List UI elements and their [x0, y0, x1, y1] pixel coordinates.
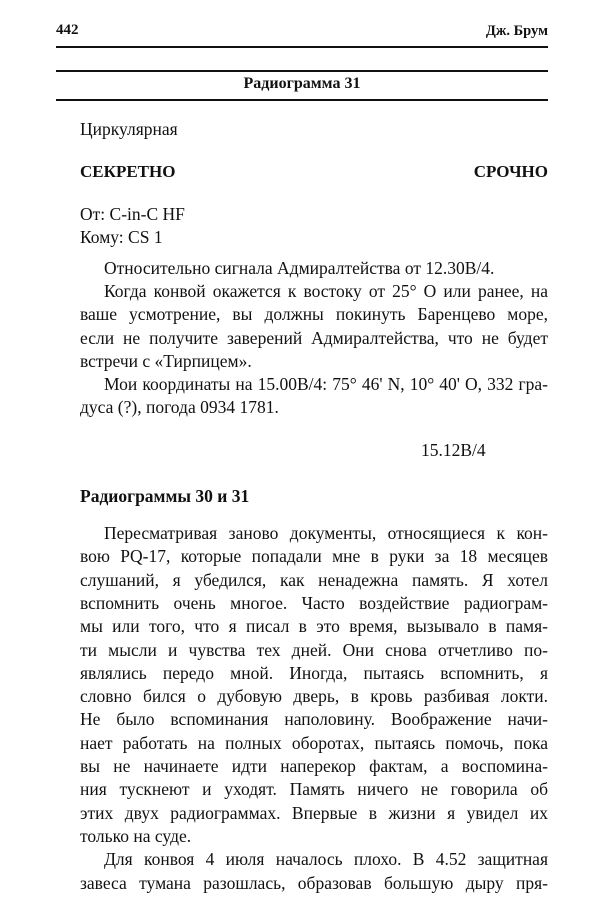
title-rule-bottom	[56, 99, 548, 101]
text-line: Мои координаты на 15.00B/4: 75° 46' N, 10° 40' О, 332 гра-	[104, 374, 548, 394]
text-line: ния тускнеют и уходят. Память ничего не говорила об	[80, 779, 548, 800]
page-number: 442	[56, 22, 79, 38]
text-line: ти мысли и чувства тех дней. Они снова отчетливо по-	[80, 639, 548, 660]
text-line: встречи с «Тирпицем».	[80, 350, 252, 371]
text-line: Пересматривая заново документы, относящиеся к кон-	[104, 523, 548, 543]
classification: СЕКРЕТНО	[80, 162, 176, 181]
text-line: дуса (?), погода 0934 1781.	[80, 397, 279, 418]
text-line: Не было вспоминания наполовину. Воображение начи-	[80, 709, 548, 730]
text-line: Для конвоя 4 июля началось плохо. В 4.52 защитная	[104, 849, 548, 870]
text-line: ваше усмотрение, вы должны покинуть Баренцево море,	[80, 304, 548, 325]
text-line: вспомнить очень многое. Часто воздействие радиограм-	[80, 592, 548, 613]
running-header-author: Дж. Брум	[485, 23, 548, 39]
to-line: Кому: CS 1	[80, 227, 163, 247]
text-line: Когда конвой окажется к востоку от 25° О или ранее, на	[104, 281, 548, 302]
from-line: От: C-in-C HF	[80, 204, 185, 224]
radiogram-type: Циркулярная	[80, 119, 178, 139]
text-line: мы или того, что я писал в это время, вызывало в памя-	[80, 616, 548, 637]
text-line: если не получите заверений Адмиралтейства, что не будет	[80, 327, 548, 348]
priority: СРОЧНО	[473, 162, 548, 181]
radiogram-title: Радиограмма 31	[243, 75, 361, 92]
text-line: слушаний, я убедился, как ненадежна память. Я хотел	[80, 569, 548, 590]
text-line: только на суде.	[80, 825, 192, 846]
text-line: завеса тумана разошлась, образовав большую дыру пря-	[80, 872, 548, 893]
text-line: этих двух радиограммах. Впервые в жизни я увидел их	[80, 802, 548, 823]
text-line: Относительно сигнала Адмиралтейства от 12.30B/4.	[104, 258, 495, 278]
radiogram-timestamp: 15.12B/4	[421, 440, 486, 460]
text-line: вою PQ-17, которые попадали мне в руки за 18 месяцев	[80, 546, 548, 567]
text-line: вы не начинаете идти наперекор фактам, а воспомина-	[80, 756, 548, 776]
section-heading: Радиограммы 30 и 31	[80, 486, 250, 506]
title-rule-top	[56, 70, 548, 72]
header-rule	[56, 46, 548, 48]
text-line: нает работать на полных оборотах, пытаясь помочь, пока	[80, 732, 548, 753]
text-line: словно бился о дубовую дверь, в кровь разбивая локти.	[80, 686, 548, 707]
text-line: являлись передо мной. Иногда, пытаясь вспомнить, я	[80, 662, 548, 683]
